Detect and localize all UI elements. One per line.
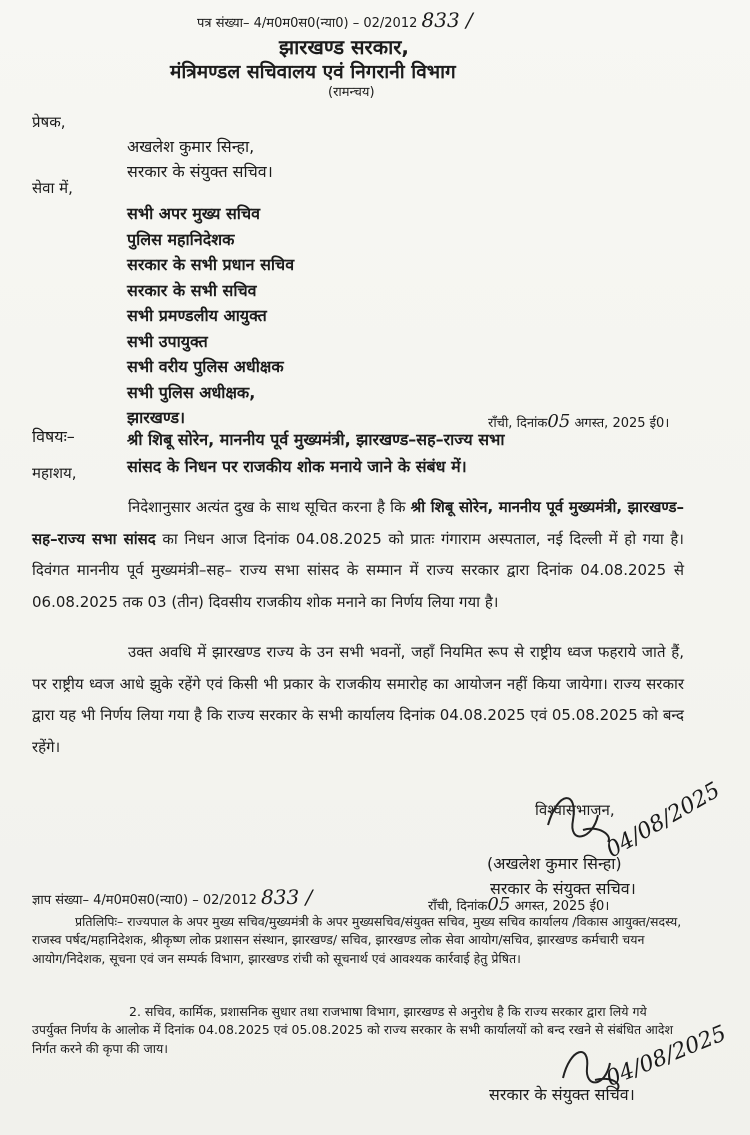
- memo-date: [428, 894, 609, 915]
- date-day-handwritten: 05: [547, 411, 571, 432]
- recipients-label: सेवा में,: [32, 179, 73, 197]
- closing-name: (अखलेश कुमार सिन्हा): [487, 854, 622, 873]
- date-prefix: राँची, दिनांक: [488, 416, 548, 431]
- sender-label: प्रेषक,: [32, 113, 66, 131]
- sender-title: सरकार के संयुक्त सचिव।: [127, 162, 273, 181]
- para1-text-bold: श्री शिबू सोरेन, माननीय पूर्व मुख्यमंत्री, झारखण्ड–सह–राज्य सभा सांसद: [32, 498, 684, 548]
- date-line: [488, 411, 669, 432]
- recipient-item: पुलिस महानिदेशक: [127, 229, 235, 249]
- subject-line-2: सांसद के निधन पर राजकीय शोक मनाये जाने के संबंध में।: [127, 457, 467, 476]
- recipient-item: झारखण्ड।: [127, 408, 186, 427]
- memo-number-handwritten: 833 /: [261, 885, 313, 909]
- subject-line-1: श्री शिबू सोरेन, माननीय पूर्व मुख्यमंत्री, झारखण्ड–सह–राज्य सभा: [127, 430, 505, 449]
- recipient-item: सभी उपायुक्त: [127, 331, 208, 351]
- para1-text-b: का निधन आज दिनांक 04.08.2025 को प्रातः गंगाराम अस्पताल, नई दिल्ली में हो गया है। दिवंगत माननीय पूर्व मुख्यमंत्री–सह– राज्य सभा सांसद के सम्मान में राज्य सरकार द्वारा दिनांक 04.08.2025 से 06.08.2025 तक 03 (तीन) दिवसीय राजकीय शोक मनाने का निर्णय लिया गया है।: [32, 529, 684, 611]
- recipient-item: सरकार के सभी सचिव: [127, 280, 257, 300]
- memo-date-rest: अगस्त, 2025 ई0।: [514, 899, 610, 914]
- copy-paragraph-2: 2. सचिव, कार्मिक, प्रशासनिक सुधार तथा राजभाषा विभाग, झारखण्ड से अनुरोध है कि राज्य सरकार द्वारा लिये गये उपर्युक्त निर्णय के आलोक में दिनांक 04.08.2025 एवं 05.08.2025 को राज्य सरकार के सभी कार्यालयों को बन्द रखने से संबंधित आदेश निर्गत करने की कृपा की जाय।: [32, 1004, 673, 1056]
- recipient-item: सभी प्रमण्डलीय आयुक्त: [127, 306, 267, 325]
- copy-paragraph-1: प्रतिलिपिः– राज्यपाल के अपर मुख्य सचिव/मुख्यमंत्री के अपर मुख्यसचिव/संयुक्त सचिव, मुख्य सचिव कार्यालय /विकास आयुक्त/सदस्य, राजस्व पर्षद/महानिदेशक, श्रीकृष्ण लोक प्रशासन संस्थान, झारखण्ड/ सचिव, झारखण्ड लोक सेवा आयोग/सचिव, झारखण्ड कर्मचारी चयन आयोग/निदेशक, सूचना एवं जन सम्पर्क विभाग, झारखण्ड रांची को सूचनार्थ एवं आवश्यक कार्रवाई हेतु प्रेषित।: [32, 914, 682, 966]
- memo-date-prefix: राँची, दिनांक: [428, 899, 488, 914]
- date-rest: अगस्त, 2025 ई0।: [574, 416, 670, 431]
- recipient-item: सभी अपर मुख्य सचिव: [127, 204, 260, 223]
- para1-text-a: निदेशानुसार अत्यंत दुख के साथ सूचित करना है कि: [128, 498, 411, 516]
- section-name: (रामन्चय): [328, 85, 375, 100]
- closing-title: सरकार के संयुक्त सचिव।: [490, 879, 636, 898]
- paragraph-2: उक्त अवधि में झारखण्ड राज्य के उन सभी भवनों, जहाँ नियमित रूप से राष्ट्रीय ध्वज फहराये जाते हैं, पर राष्ट्रीय ध्वज आधे झुके रहेंगे एवं किसी भी प्रकार के राजकीय समारोह का आयोजन नहीं किया जायेगा। राज्य सरकार द्वारा यह भी निर्णय लिया गया है कि राज्य सरकार के सभी कार्यालय दिनांक 04.08.2025 एवं 05.08.2025 को बन्द रहेंगे।: [32, 643, 684, 756]
- letter-number-prefix: पत्र संख्या–: [197, 16, 250, 31]
- sender-name: अखलेश कुमार सिन्हा,: [127, 137, 255, 156]
- salutation: महाशय,: [32, 464, 77, 482]
- government-name: झारखण्ड सरकार,: [279, 35, 410, 59]
- recipient-item: सरकार के सभी प्रधान सचिव: [127, 255, 295, 274]
- closing-faithfully: विश्वासभाजन,: [535, 801, 615, 819]
- memo-number-prefix: ज्ञाप संख्या– 4/म0म0स0(न्या0) – 02/2012: [32, 893, 257, 908]
- department-name: मंत्रिमण्डल सचिवालय एवं निगरानी विभाग: [170, 61, 456, 83]
- letter-number: [197, 8, 473, 32]
- recipient-item: सभी पुलिस अधीक्षक,: [127, 382, 256, 402]
- paragraph-1: [32, 492, 684, 618]
- signature-1-date: 04/08/2025: [602, 777, 725, 864]
- recipient-item: सभी वरीय पुलिस अधीक्षक: [127, 357, 284, 376]
- signature-2-date: 04/08/2025: [602, 1021, 730, 1092]
- memo-number: [32, 885, 312, 909]
- memo-date-day-handwritten: 05: [487, 894, 511, 915]
- memo-title: सरकार के संयुक्त सचिव।: [489, 1085, 635, 1104]
- letter-number-body: 4/म0म0स0(न्या0) – 02/2012: [253, 16, 418, 31]
- subject-label: विषयः–: [32, 427, 75, 446]
- letter-number-handwritten: 833 /: [421, 8, 473, 32]
